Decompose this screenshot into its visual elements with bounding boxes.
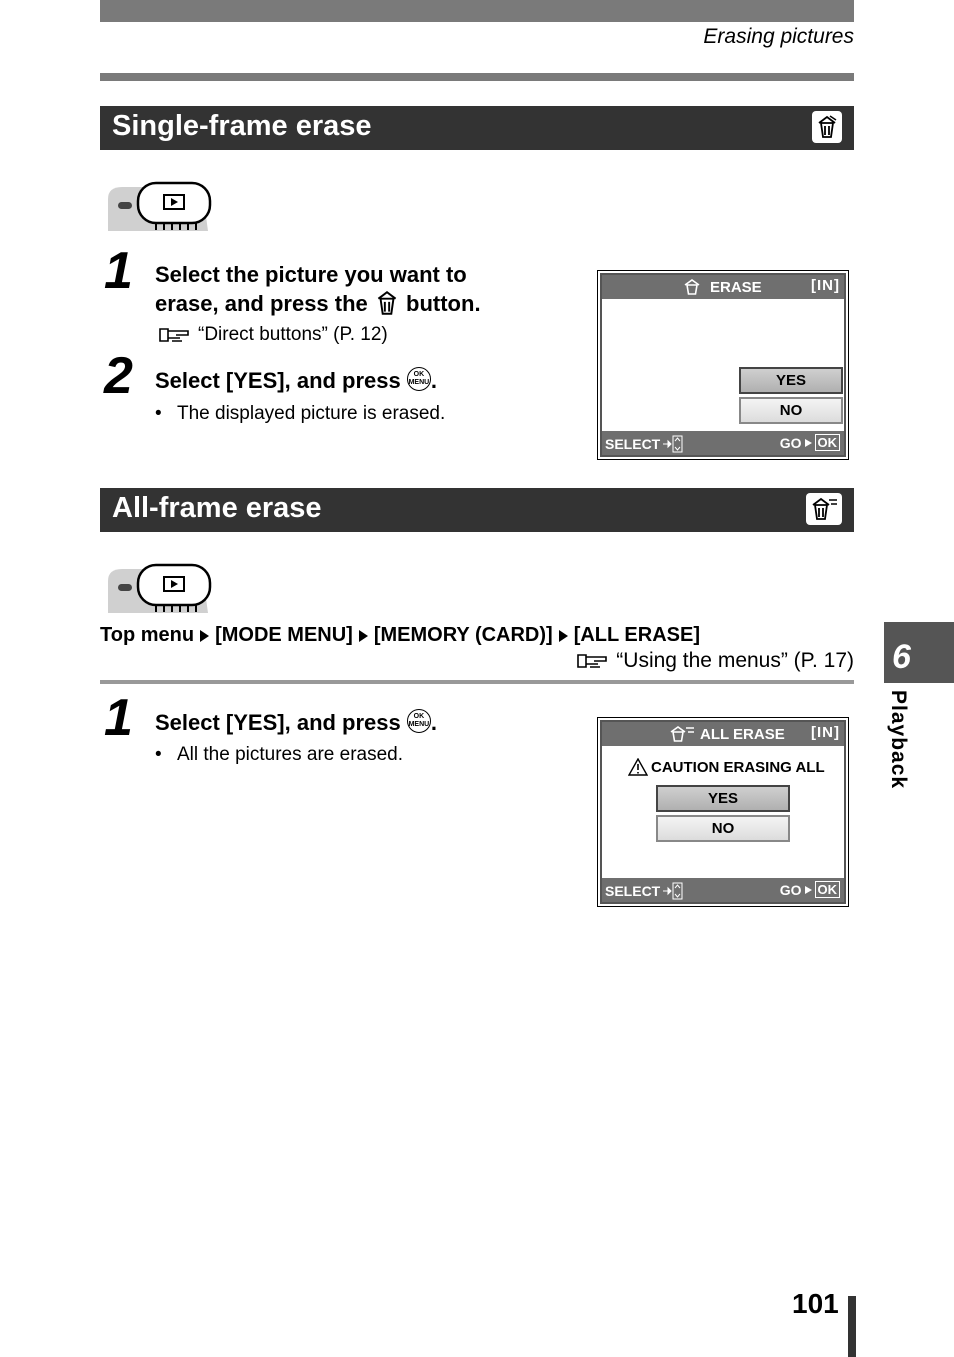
memory-indicator: [IN] [811, 277, 840, 294]
step-text: Select [YES], and press [155, 368, 401, 393]
bullet-note: • The displayed picture is erased. [155, 403, 445, 425]
lcd-title-bar: ERASE [IN] [602, 275, 844, 299]
section-banner-all [100, 488, 854, 532]
header-rule [100, 73, 854, 81]
section-rule [100, 680, 854, 684]
lcd-title-bar: ALL ERASE [IN] [602, 722, 844, 746]
ok-key: OK [815, 434, 841, 451]
erase-button-icon [374, 289, 400, 317]
step-text: erase, and press the [155, 291, 368, 316]
caution-message: CAUTION ERASING ALL [628, 758, 825, 776]
playback-mode-dial-icon [102, 563, 214, 619]
ok-key: OK [815, 881, 841, 898]
lcd-footer: SELECT GO OK [602, 878, 844, 902]
ok-menu-button-icon: OK MENU [407, 709, 431, 733]
memory-indicator: [IN] [811, 724, 840, 741]
step-number: 1 [104, 689, 133, 747]
playback-mode-dial-icon [102, 181, 214, 237]
top-bar [100, 0, 854, 22]
step-instruction: Select [YES], and press OK MENU. [155, 368, 438, 393]
bullet-note: • All the pictures are erased. [155, 744, 403, 766]
lcd-screen-erase [597, 270, 849, 460]
chapter-label: Playback [887, 690, 910, 790]
triangle-right-icon [200, 630, 209, 642]
section-title-all: All-frame erase [112, 492, 322, 524]
yes-option[interactable]: YES [656, 785, 790, 812]
step-line: Select the picture you want to [155, 262, 467, 287]
breadcrumb-item: Top menu [100, 624, 195, 646]
arrow-right-icon [804, 884, 813, 896]
reference-hand-icon [158, 325, 192, 345]
section-banner-single [100, 106, 854, 150]
step-number: 2 [104, 347, 133, 405]
section-title-single: Single-frame erase [112, 110, 372, 142]
all-erase-icon [668, 725, 696, 743]
page-reference [576, 649, 854, 673]
running-head: Erasing pictures [703, 25, 854, 48]
no-option[interactable]: NO [739, 397, 843, 424]
menu-breadcrumb [100, 624, 700, 647]
erase-icon [812, 111, 842, 143]
arrow-updown-icon [662, 882, 684, 900]
warning-icon [628, 758, 648, 776]
page-number: 101 [792, 1288, 839, 1319]
page-edge-bar [848, 1296, 856, 1357]
lcd-screen-all-erase [597, 717, 849, 907]
arrow-right-icon [804, 437, 813, 449]
step-instruction: Select [YES], and press OK MENU. [155, 710, 438, 735]
step-text: Select [YES], and press [155, 710, 401, 735]
yes-option[interactable]: YES [739, 367, 843, 394]
breadcrumb-item: [ALL ERASE] [573, 624, 701, 646]
step-text: button. [406, 291, 481, 316]
step-number: 1 [104, 242, 133, 300]
triangle-right-icon [359, 630, 368, 642]
reference-hand-icon [576, 651, 610, 671]
page-reference [158, 324, 388, 346]
step-line [155, 289, 481, 318]
breadcrumb-item: [MEMORY (CARD)] [373, 624, 553, 646]
ok-menu-button-icon: OK MENU [407, 367, 431, 391]
chapter-tab[interactable]: 6 [884, 622, 954, 683]
all-erase-icon [806, 493, 842, 525]
breadcrumb-item: [MODE MENU] [215, 624, 353, 646]
arrow-updown-icon [662, 435, 684, 453]
no-option[interactable]: NO [656, 815, 790, 842]
lcd-footer: SELECT GO OK [602, 431, 844, 455]
step-instruction [155, 260, 481, 318]
reference-text: “Direct buttons” (P. 12) [198, 324, 388, 345]
reference-text: “Using the menus” (P. 17) [616, 649, 854, 672]
triangle-right-icon [559, 630, 568, 642]
erase-icon [682, 278, 706, 296]
